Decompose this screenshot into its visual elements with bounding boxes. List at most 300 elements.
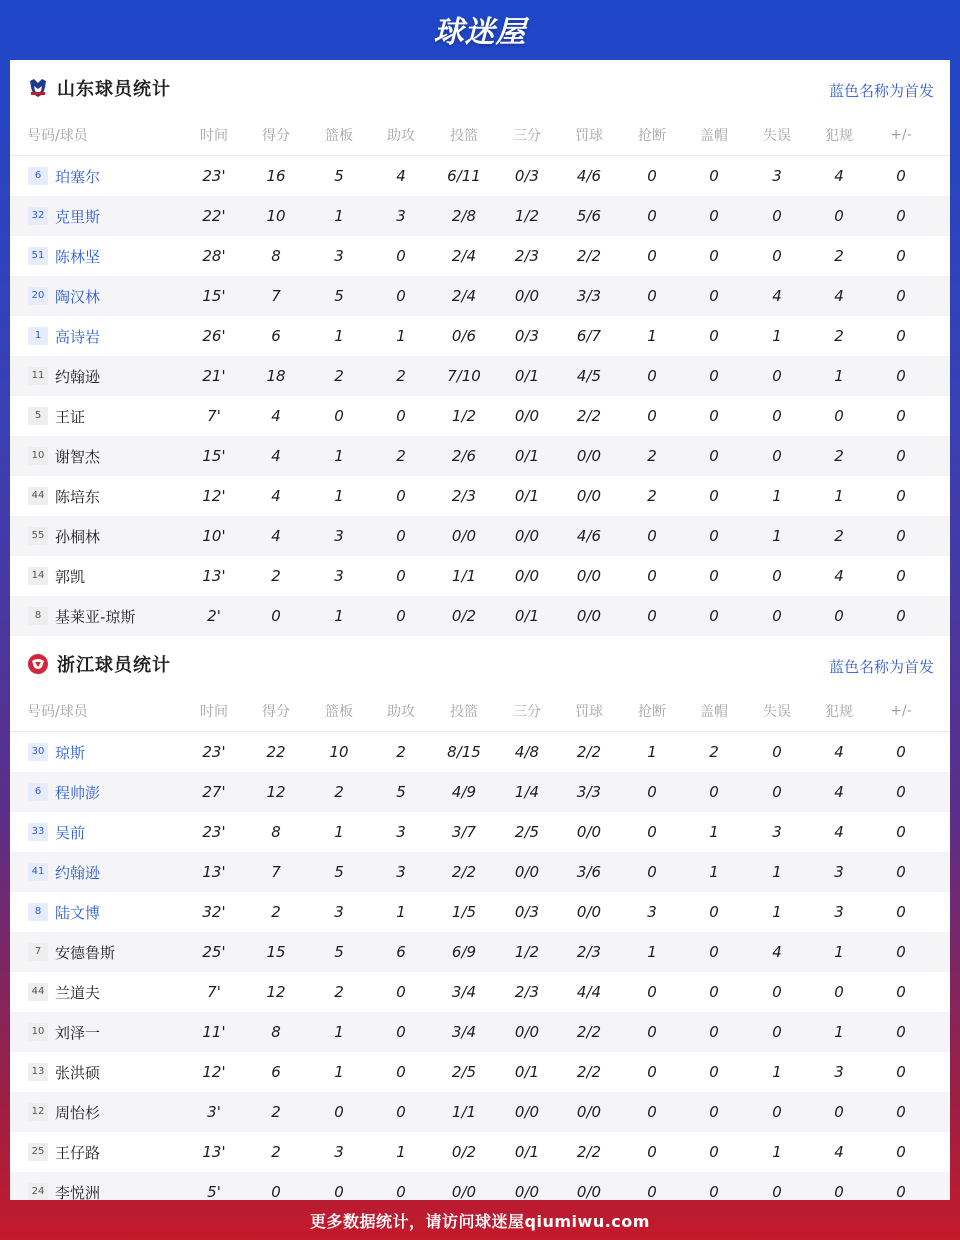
player-row[interactable] — [10, 556, 950, 596]
stat-cell: 1 — [334, 823, 344, 841]
stat-cell: 0 — [772, 207, 782, 225]
stat-cell: 0 — [896, 1183, 906, 1200]
player-row[interactable] — [10, 1012, 950, 1052]
stat-cell: 1 — [834, 487, 844, 505]
jersey-number: 11 — [28, 367, 48, 385]
stat-cell: 7/10 — [447, 367, 481, 385]
player-row[interactable] — [10, 972, 950, 1012]
stat-cell: 0 — [896, 823, 906, 841]
player-name[interactable]: 郭凯 — [55, 567, 86, 586]
stat-cell: 0 — [396, 983, 406, 1001]
stat-cell: 3 — [396, 863, 406, 881]
column-header[interactable]: 盖帽 — [700, 128, 728, 144]
stat-cell: 4/9 — [451, 783, 477, 801]
stat-cell: 0 — [896, 1023, 906, 1041]
stat-cell: 0/3 — [514, 167, 540, 185]
player-name[interactable]: 陈林坚 — [55, 247, 101, 266]
player-row[interactable] — [10, 396, 950, 436]
stat-cell: 1 — [772, 1063, 782, 1081]
stat-cell: 21' — [202, 367, 226, 385]
stat-cell: 3/4 — [451, 983, 477, 1001]
stat-cell: 2 — [396, 447, 406, 465]
player-name[interactable]: 陈培东 — [55, 487, 101, 506]
stat-cell: 2/4 — [451, 287, 477, 305]
stat-cell: 12 — [266, 983, 286, 1001]
stat-cell: 0 — [709, 1023, 719, 1041]
stat-cell: 0 — [647, 287, 657, 305]
stat-cell: 2 — [271, 1103, 281, 1121]
stat-cell: 0 — [896, 407, 906, 425]
stat-cell: 1 — [709, 823, 719, 841]
stat-cell: 0/1 — [514, 367, 540, 385]
stat-cell: 1 — [334, 207, 344, 225]
player-name[interactable]: 刘泽一 — [55, 1023, 101, 1042]
stat-cell: 0 — [396, 527, 406, 545]
stat-cell: 1 — [334, 607, 344, 625]
stat-cell: 0/0 — [576, 1183, 602, 1200]
player-name[interactable]: 张洪硕 — [55, 1063, 101, 1082]
stat-cell: 2 — [834, 527, 844, 545]
stat-cell: 0 — [709, 567, 719, 585]
stat-cell: 22 — [266, 743, 286, 761]
column-header[interactable]: 时间 — [200, 128, 228, 144]
column-header[interactable]: 失误 — [763, 704, 791, 720]
stat-cell: 4 — [834, 1143, 844, 1161]
stat-cell: 1 — [772, 863, 782, 881]
player-row[interactable] — [10, 516, 950, 556]
stat-cell: 0/1 — [514, 1143, 540, 1161]
player-name[interactable]: 基莱亚-琼斯 — [55, 607, 136, 626]
player-name[interactable]: 约翰逊 — [55, 863, 101, 882]
stat-cell: 0/2 — [451, 1143, 477, 1161]
stat-cell: 2 — [834, 447, 844, 465]
stat-cell: 6 — [271, 327, 281, 345]
stat-cell: 1 — [396, 327, 406, 345]
column-header[interactable]: 投篮 — [450, 704, 478, 720]
stat-cell: 13' — [202, 1143, 226, 1161]
stat-cell: 2 — [334, 367, 344, 385]
stat-cell: 0/0 — [576, 1103, 602, 1121]
stat-cell: 0 — [709, 487, 719, 505]
stat-cell: 16 — [266, 167, 286, 185]
stat-cell: 1/2 — [451, 407, 477, 425]
stat-cell: 1 — [772, 527, 782, 545]
stat-cell: 1 — [772, 327, 782, 345]
stat-cell: 0 — [271, 1183, 281, 1200]
stat-cell: 0/0 — [576, 447, 602, 465]
stat-cell: 0 — [772, 783, 782, 801]
stat-cell: 2' — [207, 607, 221, 625]
player-name[interactable]: 安德鲁斯 — [55, 943, 116, 962]
stat-cell: 0 — [709, 1143, 719, 1161]
stat-cell: 12' — [202, 487, 226, 505]
player-name[interactable]: 程帅澎 — [55, 783, 101, 802]
column-header[interactable]: 三分 — [513, 704, 541, 720]
column-header-player: 号码/球员 — [27, 704, 88, 720]
stat-cell: 4 — [834, 287, 844, 305]
stat-cell: 3 — [334, 567, 344, 585]
stat-cell: 1 — [334, 1023, 344, 1041]
player-row[interactable] — [10, 1092, 950, 1132]
shandong-team-logo-icon — [27, 77, 49, 99]
player-name[interactable]: 约翰逊 — [55, 367, 101, 386]
column-header[interactable]: 投篮 — [450, 128, 478, 144]
column-header[interactable]: +/- — [890, 127, 912, 143]
stat-cell: 23' — [202, 167, 226, 185]
stat-cell: 0 — [709, 447, 719, 465]
column-header-row — [10, 115, 950, 156]
team-title: 浙江球员统计 — [57, 655, 171, 676]
stat-cell: 0 — [709, 287, 719, 305]
stat-cell: 0 — [896, 1063, 906, 1081]
jersey-number: 6 — [28, 167, 48, 185]
stat-cell: 0 — [896, 743, 906, 761]
stat-cell: 2/3 — [514, 247, 540, 265]
stat-cell: 0 — [647, 367, 657, 385]
stat-cell: 8 — [271, 823, 281, 841]
stat-cell: 5 — [334, 287, 344, 305]
stat-cell: 2/2 — [576, 247, 602, 265]
stat-cell: 32' — [202, 903, 226, 921]
column-header[interactable]: 盖帽 — [700, 704, 728, 720]
stat-cell: 0/0 — [576, 607, 602, 625]
jersey-number: 44 — [28, 487, 48, 505]
player-row[interactable] — [10, 892, 950, 932]
stat-cell: 0 — [896, 983, 906, 1001]
stat-cell: 4 — [772, 287, 782, 305]
stat-cell: 0/0 — [514, 567, 540, 585]
stat-cell: 3' — [207, 1103, 221, 1121]
player-row[interactable] — [10, 436, 950, 476]
column-header[interactable]: 得分 — [262, 704, 290, 720]
stat-cell: 15 — [266, 943, 286, 961]
player-name[interactable]: 兰道夫 — [55, 983, 101, 1002]
player-row[interactable] — [10, 316, 950, 356]
team-title: 山东球员统计 — [57, 79, 171, 100]
player-row[interactable] — [10, 276, 950, 316]
stat-cell: 0 — [772, 407, 782, 425]
player-row[interactable] — [10, 852, 950, 892]
stat-cell: 2 — [834, 247, 844, 265]
stat-cell: 0 — [334, 407, 344, 425]
team-section-2 — [10, 636, 950, 1200]
stat-cell: 0 — [834, 207, 844, 225]
stat-cell: 13' — [202, 567, 226, 585]
stat-cell: 15' — [202, 287, 226, 305]
stat-cell: 1 — [334, 447, 344, 465]
stat-cell: 4 — [834, 167, 844, 185]
stat-cell: 1 — [834, 367, 844, 385]
stat-cell: 2/2 — [576, 743, 602, 761]
jersey-number: 24 — [28, 1183, 48, 1200]
stat-cell: 0 — [896, 167, 906, 185]
stat-cell: 0 — [772, 743, 782, 761]
stat-cell: 0/0 — [514, 1023, 540, 1041]
stat-cell: 1/1 — [451, 567, 477, 585]
stat-cell: 0 — [647, 1103, 657, 1121]
column-header[interactable]: +/- — [890, 703, 912, 719]
footer-banner[interactable] — [0, 1200, 960, 1240]
jersey-number: 10 — [28, 447, 48, 465]
stat-cell: 0 — [647, 1023, 657, 1041]
player-name[interactable]: 王证 — [55, 407, 86, 426]
column-header[interactable]: 失误 — [763, 128, 791, 144]
jersey-number: 25 — [28, 1143, 48, 1161]
column-header[interactable]: 篮板 — [325, 128, 353, 144]
player-row[interactable] — [10, 1052, 950, 1092]
stat-cell: 0/6 — [451, 327, 477, 345]
column-header[interactable]: 罚球 — [575, 128, 603, 144]
stat-cell: 2/5 — [514, 823, 540, 841]
stat-cell: 4 — [834, 823, 844, 841]
player-name[interactable]: 吴前 — [55, 823, 86, 842]
player-name[interactable]: 王仔路 — [55, 1143, 101, 1162]
stat-cell: 26' — [202, 327, 226, 345]
player-row[interactable] — [10, 236, 950, 276]
stat-cell: 0 — [709, 407, 719, 425]
stat-cell: 15' — [202, 447, 226, 465]
stat-cell: 0 — [896, 783, 906, 801]
player-name[interactable]: 琼斯 — [55, 743, 86, 762]
stat-cell: 0 — [772, 1023, 782, 1041]
stat-cell: 0 — [709, 527, 719, 545]
stat-cell: 0 — [396, 567, 406, 585]
stat-cell: 0/0 — [576, 903, 602, 921]
jersey-number: 5 — [28, 407, 48, 425]
stat-cell: 2/2 — [576, 407, 602, 425]
stat-cell: 0/0 — [514, 407, 540, 425]
player-name[interactable]: 陶汉林 — [55, 287, 101, 306]
stat-cell: 1/4 — [514, 783, 540, 801]
jersey-number: 13 — [28, 1063, 48, 1081]
column-header[interactable]: 三分 — [513, 128, 541, 144]
player-row[interactable] — [10, 772, 950, 812]
stat-cell: 3/3 — [576, 287, 602, 305]
team-header — [10, 60, 950, 115]
stat-cell: 4/6 — [576, 527, 602, 545]
stat-cell: 3/3 — [576, 783, 602, 801]
stat-cell: 0 — [647, 167, 657, 185]
stat-cell: 22' — [202, 207, 226, 225]
stat-cell: 0 — [334, 1183, 344, 1200]
stat-cell: 0/2 — [451, 607, 477, 625]
stat-cell: 8 — [271, 247, 281, 265]
app-header — [0, 0, 960, 58]
column-header[interactable]: 罚球 — [575, 704, 603, 720]
zhejiang-team-logo-icon — [27, 653, 49, 675]
stat-cell: 0 — [896, 1143, 906, 1161]
stat-cell: 4/6 — [576, 167, 602, 185]
stat-cell: 2 — [334, 783, 344, 801]
stat-cell: 3 — [334, 903, 344, 921]
stat-cell: 2 — [271, 567, 281, 585]
jersey-number: 1 — [28, 327, 48, 345]
stat-cell: 10' — [202, 527, 226, 545]
starter-legend-note: 蓝色名称为首发 — [828, 658, 934, 676]
player-name[interactable]: 克里斯 — [55, 207, 101, 226]
stat-cell: 7 — [271, 287, 281, 305]
stat-cell: 4 — [834, 783, 844, 801]
stat-cell: 3 — [834, 903, 844, 921]
stat-cell: 0 — [709, 903, 719, 921]
player-name[interactable]: 高诗岩 — [55, 327, 101, 346]
footer-text: 更多数据统计，请访问球迷屋qiumiwu.com — [310, 1211, 650, 1231]
stat-cell: 0/1 — [514, 1063, 540, 1081]
stat-cell: 0 — [772, 983, 782, 1001]
stat-cell: 10 — [329, 743, 349, 761]
stat-cell: 0 — [709, 983, 719, 1001]
stat-cell: 3 — [334, 527, 344, 545]
stat-cell: 4/5 — [576, 367, 602, 385]
stat-cell: 0 — [772, 247, 782, 265]
column-header[interactable]: 犯规 — [825, 128, 853, 144]
stat-cell: 0 — [772, 607, 782, 625]
stat-cell: 0 — [709, 1103, 719, 1121]
stat-cell: 0 — [772, 1103, 782, 1121]
stat-cell: 3 — [334, 1143, 344, 1161]
player-row[interactable] — [10, 1132, 950, 1172]
stat-cell: 2 — [834, 327, 844, 345]
column-header[interactable]: 助攻 — [387, 128, 415, 144]
stat-cell: 0/3 — [514, 327, 540, 345]
stat-cell: 1 — [334, 487, 344, 505]
stat-cell: 3 — [396, 207, 406, 225]
stat-cell: 1/5 — [451, 903, 477, 921]
starter-legend-note: 蓝色名称为首发 — [828, 82, 934, 100]
stat-cell: 25' — [202, 943, 226, 961]
stat-cell: 0 — [647, 1063, 657, 1081]
stat-cell: 5/6 — [576, 207, 602, 225]
player-row[interactable] — [10, 356, 950, 396]
stat-cell: 0 — [772, 1183, 782, 1200]
column-header[interactable]: 篮板 — [325, 704, 353, 720]
stat-cell: 0 — [896, 207, 906, 225]
stat-cell: 0 — [772, 447, 782, 465]
stat-cell: 0/0 — [514, 287, 540, 305]
stat-cell: 1 — [772, 487, 782, 505]
stat-cell: 0 — [647, 407, 657, 425]
stat-cell: 4 — [772, 943, 782, 961]
stat-cell: 0 — [896, 287, 906, 305]
player-name[interactable]: 孙桐林 — [55, 527, 101, 546]
stat-cell: 2/4 — [451, 247, 477, 265]
stat-cell: 0 — [709, 367, 719, 385]
stat-cell: 0/0 — [514, 527, 540, 545]
stat-cell: 2 — [396, 743, 406, 761]
column-header[interactable]: 犯规 — [825, 704, 853, 720]
player-row[interactable] — [10, 932, 950, 972]
stat-cell: 0 — [834, 607, 844, 625]
stat-cell: 0 — [709, 1063, 719, 1081]
jersey-number: 7 — [28, 943, 48, 961]
column-header[interactable]: 助攻 — [387, 704, 415, 720]
jersey-number: 51 — [28, 247, 48, 265]
player-name[interactable]: 谢智杰 — [55, 447, 101, 466]
player-row[interactable] — [10, 812, 950, 852]
stat-cell: 3 — [396, 823, 406, 841]
stat-cell: 0 — [896, 943, 906, 961]
stat-cell: 0 — [896, 327, 906, 345]
jersey-number: 41 — [28, 863, 48, 881]
stat-cell: 1 — [772, 1143, 782, 1161]
stat-cell: 2/5 — [451, 1063, 477, 1081]
stat-cell: 4 — [271, 447, 281, 465]
stat-cell: 0 — [647, 527, 657, 545]
stat-cell: 0 — [709, 607, 719, 625]
stat-cell: 0 — [834, 983, 844, 1001]
stat-cell: 1 — [709, 863, 719, 881]
stat-cell: 0 — [896, 367, 906, 385]
player-row[interactable] — [10, 732, 950, 772]
stat-cell: 0 — [896, 863, 906, 881]
column-header-row — [10, 691, 950, 732]
stat-cell: 1 — [647, 943, 657, 961]
stat-cell: 4 — [271, 487, 281, 505]
stat-cell: 2/2 — [451, 863, 477, 881]
stat-cell: 10 — [266, 207, 286, 225]
stat-cell: 0 — [396, 287, 406, 305]
stat-cell: 3 — [834, 863, 844, 881]
stat-cell: 0 — [647, 1143, 657, 1161]
stat-cell: 23' — [202, 823, 226, 841]
stat-cell: 0 — [396, 1063, 406, 1081]
stat-cell: 23' — [202, 743, 226, 761]
column-header[interactable]: 抢断 — [638, 128, 666, 144]
stat-cell: 0 — [709, 783, 719, 801]
stat-cell: 6/9 — [451, 943, 477, 961]
stat-cell: 0 — [834, 1183, 844, 1200]
player-name[interactable]: 珀塞尔 — [55, 167, 101, 186]
stat-cell: 0 — [896, 1103, 906, 1121]
stat-cell: 4/8 — [514, 743, 540, 761]
column-header[interactable]: 抢断 — [638, 704, 666, 720]
stat-cell: 2 — [271, 1143, 281, 1161]
stat-cell: 3 — [772, 823, 782, 841]
player-row[interactable] — [10, 196, 950, 236]
player-name[interactable]: 李悦洲 — [55, 1183, 101, 1200]
stat-cell: 0 — [709, 167, 719, 185]
stat-cell: 0 — [896, 487, 906, 505]
player-row[interactable] — [10, 476, 950, 516]
player-name[interactable]: 周怡杉 — [55, 1103, 101, 1122]
stat-cell: 0/1 — [514, 607, 540, 625]
column-header[interactable]: 时间 — [200, 704, 228, 720]
stat-cell: 12' — [202, 1063, 226, 1081]
stat-cell: 0 — [396, 607, 406, 625]
stat-cell: 0 — [772, 367, 782, 385]
stat-cell: 1/2 — [514, 943, 540, 961]
stat-cell: 6/7 — [576, 327, 602, 345]
stat-cell: 0/0 — [576, 823, 602, 841]
player-name[interactable]: 陆文博 — [55, 903, 101, 922]
stat-cell: 3/6 — [576, 863, 602, 881]
stat-cell: 18 — [266, 367, 286, 385]
jersey-number: 44 — [28, 983, 48, 1001]
column-header[interactable]: 得分 — [262, 128, 290, 144]
player-row[interactable] — [10, 596, 950, 636]
stat-cell: 0 — [647, 783, 657, 801]
stat-cell: 7 — [271, 863, 281, 881]
player-row[interactable] — [10, 1172, 950, 1200]
stat-cell: 0 — [647, 983, 657, 1001]
stat-cell: 4 — [396, 167, 406, 185]
app-logo: 球迷屋 — [433, 15, 527, 50]
stat-cell: 3 — [834, 1063, 844, 1081]
stat-cell: 0 — [709, 943, 719, 961]
stat-cell: 2/2 — [576, 1063, 602, 1081]
stat-cell: 2 — [271, 903, 281, 921]
player-row[interactable] — [10, 156, 950, 196]
